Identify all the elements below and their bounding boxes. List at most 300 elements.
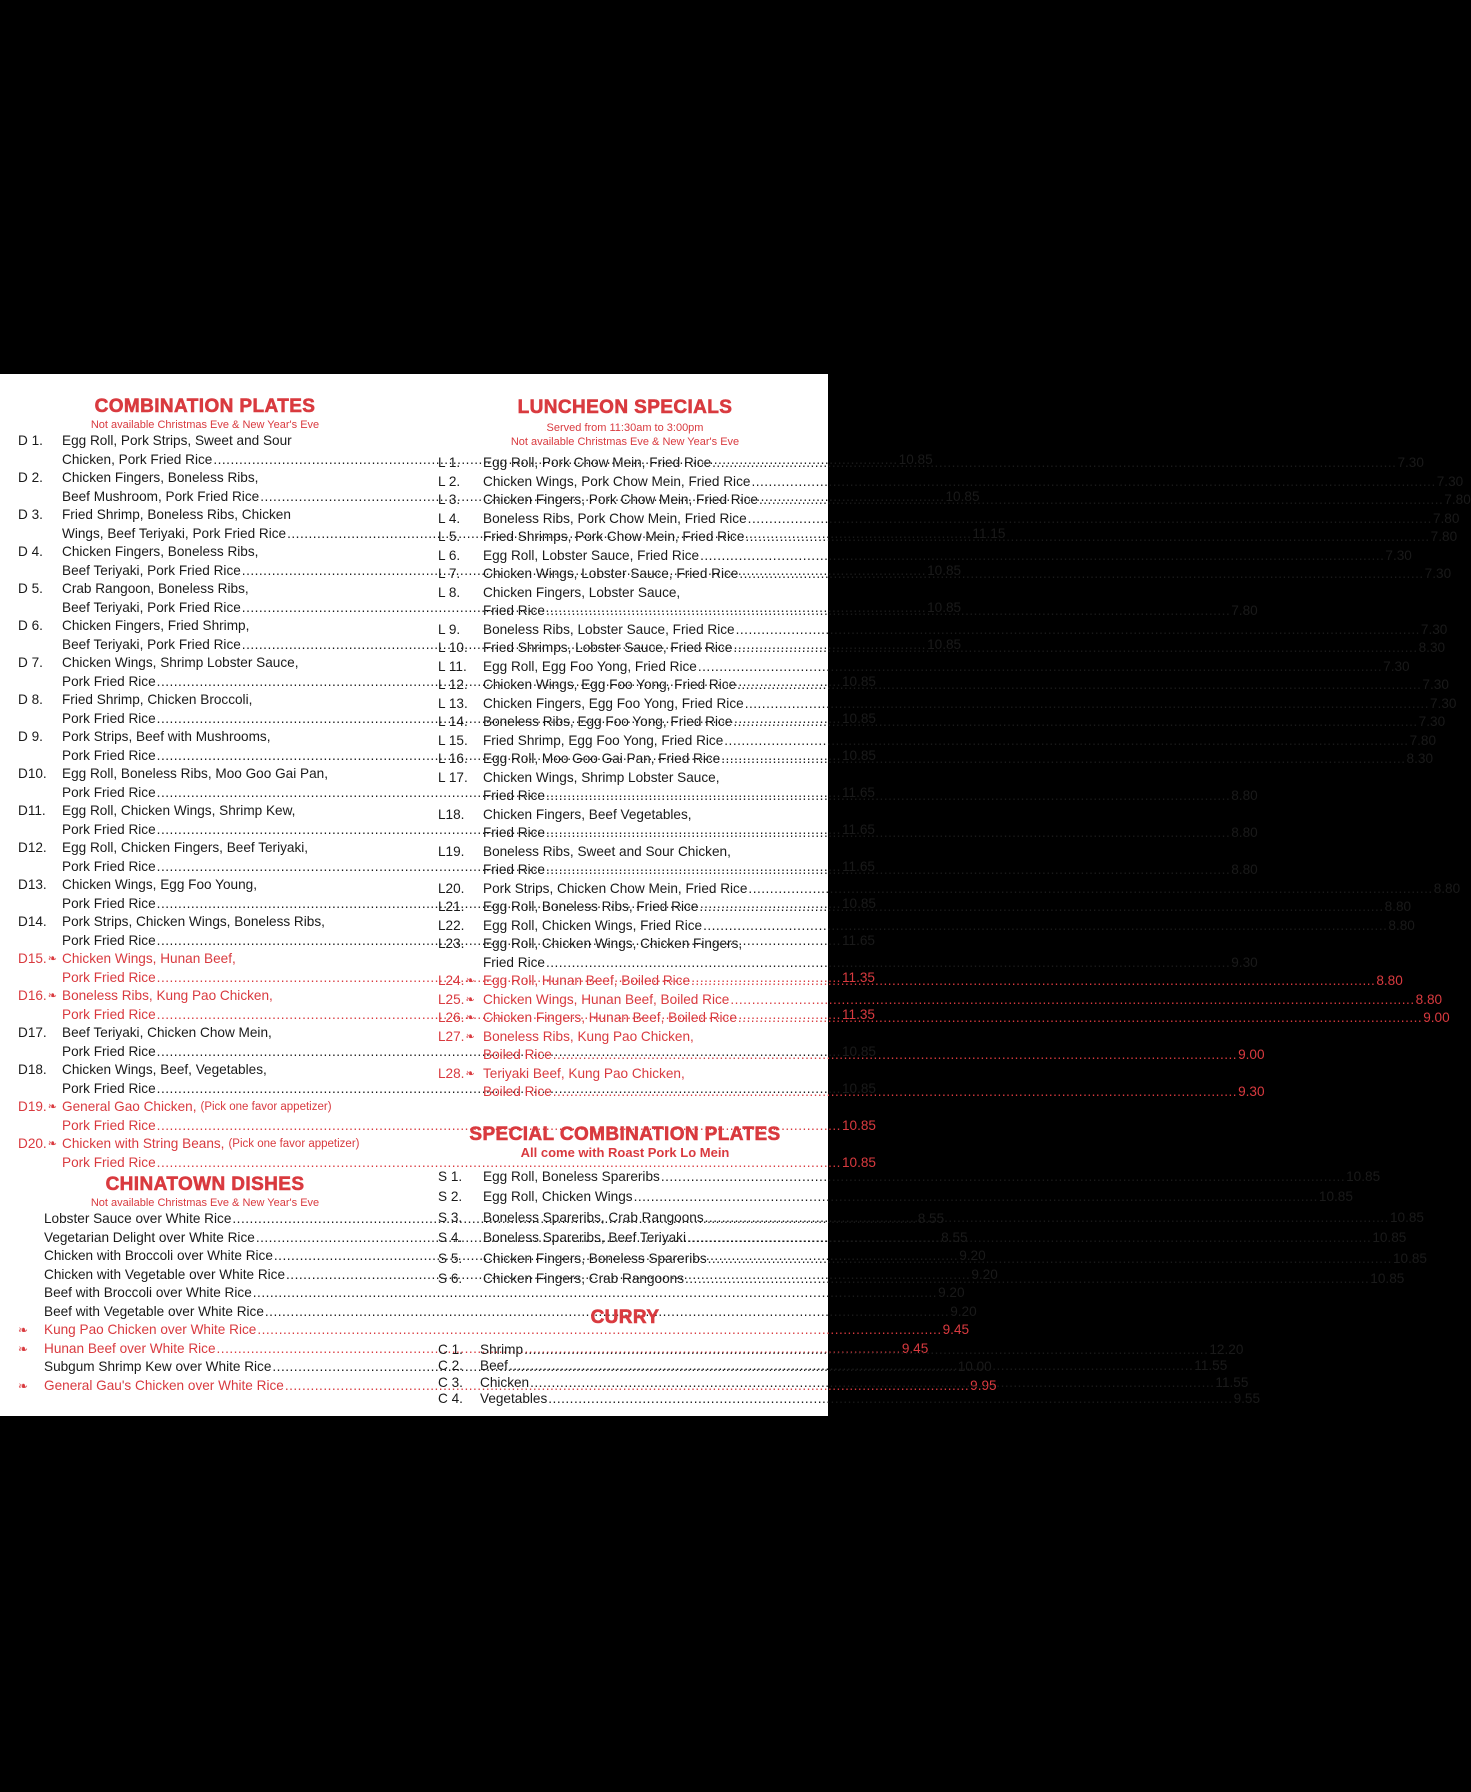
- item-text: Boiled Rice: [483, 1084, 552, 1099]
- item-price: 7.30: [1429, 695, 1457, 711]
- item-number: D14.: [18, 914, 47, 929]
- combination-title: COMBINATION PLATES: [94, 396, 316, 417]
- item-number: D16.: [18, 988, 47, 1003]
- item-code: [438, 639, 483, 658]
- item-text: Crab Rangoon, Boneless Ribs,: [62, 581, 249, 596]
- item-text: Fried Rice: [483, 862, 545, 877]
- item-number: D11.: [18, 803, 46, 818]
- item-number: D18.: [18, 1062, 47, 1077]
- item-price: 9.00: [1423, 1010, 1450, 1025]
- item-code: [438, 750, 483, 769]
- item-text: Egg Roll, Chicken Wings, Fried Rice: [483, 917, 703, 933]
- pepper-icon: ❧: [47, 1138, 57, 1150]
- item-price: 11.55: [1194, 1358, 1228, 1373]
- item-number: S 1.: [438, 1168, 463, 1184]
- item-number: L 10.: [438, 640, 468, 655]
- leader-dots: [737, 676, 1421, 695]
- item-code: [438, 732, 483, 751]
- item-number: S 2.: [438, 1189, 463, 1204]
- item-code: [438, 1188, 483, 1207]
- item-code: [438, 769, 483, 806]
- item-price: 10.85: [1346, 1168, 1381, 1184]
- item-line: [62, 580, 392, 599]
- item-text: Beef Teriyaki, Chicken Chow Mein,: [62, 1025, 272, 1040]
- item-line: [62, 802, 392, 821]
- item-number: L 9.: [438, 621, 461, 637]
- item-number: L25.: [438, 991, 465, 1007]
- item-text: Fried Shrimp, Egg Foo Yong, Fried Rice: [483, 732, 724, 748]
- item-text: Pork Fried Rice: [62, 784, 156, 800]
- item-code: [18, 432, 62, 469]
- item-price: 10.85: [1392, 1250, 1427, 1266]
- item-code: [438, 1209, 483, 1228]
- item-number: L 12.: [438, 677, 468, 692]
- item-description: [480, 1390, 1261, 1409]
- item-description: [483, 547, 1412, 566]
- item-text: Chicken Wings, Beef, Vegetables,: [62, 1062, 267, 1077]
- item-price: 8.80: [1433, 880, 1461, 896]
- item-price: 10.85: [945, 488, 980, 504]
- item-text: Fried Rice: [483, 954, 545, 970]
- chinatown-title: CHINATOWN DISHES: [105, 1174, 305, 1195]
- item-number: D 8.: [18, 692, 43, 707]
- leader-dots: [748, 880, 1432, 899]
- item-line: [62, 1061, 392, 1080]
- item-code: [438, 528, 483, 547]
- item-line: [62, 617, 392, 636]
- leader-dots: [708, 1250, 1392, 1269]
- item-price: 7.80: [1432, 510, 1460, 526]
- item-price: 10.85: [841, 673, 876, 689]
- item-text: Pork Fried Rice: [62, 821, 156, 837]
- item-text: Kung Pao Chicken over White Rice: [44, 1322, 257, 1337]
- pepper-icon: ❧: [465, 975, 475, 987]
- item-code: [438, 1168, 483, 1187]
- pepper-icon: ❧: [465, 1030, 475, 1043]
- item-text: Egg Roll, Egg Foo Yong, Fried Rice: [483, 658, 697, 674]
- item-code: [438, 972, 483, 991]
- item-line: [483, 1188, 1353, 1207]
- item-text: Egg Roll, Hunan Beef, Boiled Rice: [483, 973, 691, 988]
- item-line: [62, 821, 875, 840]
- item-text: Chicken Fingers, Fried Shrimp,: [62, 618, 250, 633]
- item-code: [438, 584, 483, 621]
- item-line: [483, 1168, 1381, 1187]
- item-text: Fried Rice: [483, 788, 545, 803]
- item-code: [18, 617, 62, 654]
- item-code: [18, 654, 62, 691]
- item-code: [438, 1065, 483, 1102]
- leader-dots: [661, 1168, 1345, 1187]
- item-line: [483, 695, 1457, 714]
- item-number: L 13.: [438, 695, 468, 711]
- item-spacer: [18, 1247, 44, 1266]
- item-text: Pork Fried Rice: [62, 932, 156, 948]
- item-text: Fried Rice: [483, 603, 545, 618]
- item-note: (Pick one favor appetizer): [228, 1138, 360, 1150]
- item-number: C 4.: [438, 1391, 463, 1406]
- item-line: [62, 728, 392, 747]
- item-price: 7.30: [1418, 714, 1446, 729]
- item-line: [483, 584, 812, 603]
- item-description: [483, 732, 1437, 751]
- item-code: [438, 510, 483, 529]
- item-code: [438, 454, 483, 473]
- menu-item: [438, 1168, 1381, 1187]
- leader-dots: [730, 991, 1414, 1010]
- item-line: [483, 658, 1410, 677]
- item-price: 9.20: [971, 1266, 998, 1282]
- item-code: [438, 473, 483, 492]
- item-text: Egg Roll, Pork Chow Mein, Fried Rice: [483, 455, 712, 470]
- item-price: 11.65: [841, 784, 875, 800]
- item-text: Chicken Wings, Pork Chow Mein, Fried Rice: [483, 473, 751, 489]
- luncheon-hours: Served from 11:30am to 3:00pm: [546, 422, 704, 434]
- leader-dots: [548, 1390, 1232, 1409]
- item-number: L 11.: [438, 658, 467, 674]
- item-text: Chicken Wings, Shrimp Lobster Sauce,: [62, 655, 299, 670]
- leader-dots: [546, 861, 1230, 880]
- item-price: 8.80: [1376, 973, 1403, 988]
- item-spacer: [18, 1303, 44, 1322]
- item-code: [438, 713, 483, 732]
- menu-item: [438, 621, 1448, 640]
- item-text: Pork Fried Rice: [62, 1117, 156, 1133]
- item-price: 10.85: [841, 1117, 876, 1133]
- item-number: L 16.: [438, 751, 468, 766]
- item-line: [483, 769, 812, 788]
- leader-dots: [546, 602, 1230, 621]
- item-description: [483, 991, 1443, 1010]
- item-code: [18, 1135, 62, 1172]
- item-text: Chicken Wings, Shrimp Lobster Sauce,: [483, 769, 720, 785]
- item-price: 10.85: [898, 451, 933, 467]
- menu-item: [438, 1188, 1353, 1207]
- item-text: Boiled Rice: [483, 1047, 552, 1062]
- item-code: [438, 898, 483, 917]
- item-line: [483, 935, 812, 954]
- item-code: [438, 1028, 483, 1065]
- item-text: Beef Teriyaki, Pork Fried Rice: [62, 636, 241, 652]
- item-price: 11.65: [841, 821, 875, 837]
- item-code: [18, 839, 62, 876]
- item-line: [62, 765, 392, 784]
- item-line: [483, 954, 1258, 973]
- item-text: Chicken with Vegetable over White Rice: [44, 1266, 286, 1282]
- item-price: 8.80: [1231, 862, 1258, 877]
- item-description: [483, 510, 1460, 529]
- item-description: [483, 658, 1410, 677]
- item-text: Chicken Wings, Egg Foo Young,: [62, 877, 257, 892]
- item-text: Egg Roll, Boneless Ribs, Moo Goo Gai Pan,: [62, 766, 328, 781]
- item-number: L 6.: [438, 547, 461, 563]
- curry-title: CURRY: [590, 1306, 660, 1328]
- item-text: Beef Teriyaki, Pork Fried Rice: [62, 562, 241, 578]
- item-text: Beef Teriyaki, Pork Fried Rice: [62, 599, 241, 615]
- item-text: Pork Fried Rice: [62, 1006, 156, 1022]
- item-text: Chicken Fingers, Egg Foo Yong, Fried Rice: [483, 695, 744, 711]
- item-text: Chicken, Pork Fried Rice: [62, 451, 213, 467]
- item-spacer: [18, 1284, 44, 1303]
- pepper-icon: ❧: [465, 993, 475, 1006]
- item-line: [483, 1065, 812, 1084]
- item-number: D13.: [18, 877, 47, 892]
- item-price: 11.55: [1215, 1374, 1249, 1390]
- leader-dots: [721, 750, 1405, 769]
- item-line: [62, 599, 962, 618]
- item-price: 11.35: [841, 1006, 875, 1022]
- item-description: [483, 1188, 1353, 1207]
- item-line: [62, 913, 392, 932]
- pepper-icon: ❧: [47, 1101, 57, 1113]
- item-text: Pork Fried Rice: [62, 1154, 156, 1170]
- item-code: [438, 695, 483, 714]
- item-code: [438, 806, 483, 843]
- leader-dots: [748, 510, 1432, 529]
- item-line: [62, 839, 392, 858]
- pepper-icon: ❧: [18, 1378, 29, 1393]
- item-number: S 3.: [438, 1209, 463, 1225]
- menu-item: [438, 547, 1412, 566]
- item-price: 10.85: [841, 895, 876, 911]
- item-number: L21.: [438, 899, 465, 914]
- item-text: Chicken Fingers, Boneless Ribs,: [62, 470, 259, 485]
- item-price: 10.85: [1370, 1271, 1405, 1286]
- special-title: SPECIAL COMBINATION PLATES: [469, 1123, 781, 1145]
- item-line: [483, 547, 1412, 566]
- pepper-icon: ❧: [47, 990, 57, 1002]
- item-text: Beef Mushroom, Pork Fried Rice: [62, 488, 260, 504]
- item-text: Beef: [480, 1358, 508, 1373]
- item-price: 8.80: [1415, 991, 1443, 1007]
- item-text: Wings, Beef Teriyaki, Pork Fried Rice: [62, 525, 287, 541]
- item-price: 10.85: [1389, 1209, 1424, 1225]
- leader-dots: [739, 565, 1423, 584]
- item-number: S 6.: [438, 1271, 463, 1286]
- chinatown-note: Not available Christmas Eve & New Year's Eve: [90, 1197, 320, 1209]
- menu-item: [438, 917, 1415, 936]
- item-number: L 15.: [438, 732, 468, 748]
- item-code: [18, 506, 62, 543]
- item-text: Chicken Wings, Lobster Sauce, Fried Rice: [483, 566, 739, 581]
- item-code: [18, 580, 62, 617]
- item-price: 11.65: [841, 858, 875, 874]
- item-number: D17.: [18, 1025, 47, 1040]
- item-price: 8.55: [917, 1211, 945, 1226]
- leader-dots: [698, 658, 1382, 677]
- leader-dots: [724, 732, 1408, 751]
- luncheon-note: Not available Christmas Eve & New Year's Eve: [510, 436, 740, 448]
- menu-item: [18, 1284, 965, 1303]
- item-line: [62, 950, 392, 969]
- item-text: Pork Strips, Beef with Mushrooms,: [62, 729, 271, 744]
- item-number: D10.: [18, 766, 47, 781]
- item-price: 9.20: [959, 1248, 986, 1263]
- item-code: [18, 913, 62, 950]
- item-spacer: [18, 1358, 44, 1377]
- item-price: 7.30: [1397, 455, 1424, 470]
- menu-item: [438, 510, 1460, 529]
- item-code: [18, 765, 62, 802]
- item-text: Pork Fried Rice: [62, 858, 156, 874]
- item-line: [62, 543, 392, 562]
- item-text: Pork Fried Rice: [62, 1080, 156, 1096]
- item-price: 8.80: [1231, 788, 1258, 803]
- item-text: Chicken Wings, Egg Foo Yong, Fried Rice: [483, 677, 737, 692]
- leader-dots: [691, 972, 1375, 991]
- item-code: [438, 621, 483, 640]
- item-text: Pork Strips, Chicken Wings, Boneless Ribs,: [62, 914, 325, 929]
- item-number: D 4.: [18, 544, 43, 559]
- item-text: Fried Rice: [483, 825, 545, 840]
- item-price: 8.80: [1388, 917, 1415, 933]
- item-price: 11.65: [841, 932, 875, 948]
- item-text: General Gau's Chicken over White Rice: [44, 1377, 284, 1393]
- item-text: Pork Fried Rice: [62, 673, 156, 689]
- leader-dots: [736, 621, 1420, 640]
- item-number: L27.: [438, 1028, 465, 1044]
- item-number: S 5.: [438, 1250, 463, 1266]
- item-line: [480, 1390, 1261, 1409]
- item-number: L26.: [438, 1010, 465, 1025]
- item-price: 10.85: [841, 747, 876, 763]
- leader-dots: [745, 695, 1429, 714]
- item-line: [62, 987, 392, 1006]
- item-number: C 2.: [438, 1358, 463, 1373]
- item-price: 11.15: [972, 525, 1006, 541]
- item-price: 10.85: [841, 1154, 876, 1170]
- item-code: [438, 1250, 483, 1269]
- item-number: L19.: [438, 843, 465, 859]
- item-price: 7.80: [1409, 732, 1437, 748]
- item-number: L24.: [438, 973, 465, 988]
- item-line: [62, 876, 392, 895]
- item-price: 7.30: [1422, 677, 1449, 692]
- item-number: D19.: [18, 1099, 47, 1114]
- item-price: 11.35: [841, 969, 875, 985]
- item-price: 10.85: [841, 1043, 876, 1059]
- item-description: [483, 473, 1464, 492]
- item-text: Chicken with Broccoli over White Rice: [44, 1248, 273, 1263]
- item-price: 7.30: [1436, 473, 1464, 489]
- item-text: Egg Roll, Boneless Ribs, Fried Rice: [483, 899, 699, 914]
- item-price: 8.30: [1406, 751, 1434, 766]
- item-line: [62, 1024, 392, 1043]
- item-price: 7.30: [1385, 547, 1412, 563]
- menu-item: [18, 1321, 970, 1340]
- leader-dots: [745, 528, 1429, 547]
- item-text: Fried Shrimp, Chicken Broccoli,: [62, 692, 253, 707]
- item-description: [483, 1168, 1381, 1187]
- item-number: L20.: [438, 880, 465, 896]
- item-code: [438, 1390, 480, 1409]
- item-line: [483, 1028, 812, 1047]
- item-line: [62, 1098, 392, 1117]
- item-price: 9.00: [1238, 1047, 1265, 1062]
- item-text: Vegetables: [480, 1391, 548, 1406]
- item-line: [483, 473, 1464, 492]
- item-text: Pork Fried Rice: [62, 895, 156, 911]
- menu-item: [438, 473, 1464, 492]
- item-code: [438, 935, 483, 972]
- menu-item: [438, 880, 1461, 899]
- item-price: 10.85: [841, 710, 876, 726]
- item-line: [62, 432, 392, 451]
- item-text: Egg Roll, Lobster Sauce, Fried Rice: [483, 547, 700, 563]
- item-number: L 3.: [438, 492, 461, 507]
- leader-dots: [751, 473, 1435, 492]
- item-code: [438, 547, 483, 566]
- item-text: Pork Fried Rice: [62, 710, 156, 726]
- item-description: [483, 695, 1457, 714]
- item-number: C 3.: [438, 1374, 463, 1390]
- item-number: D 7.: [18, 655, 43, 670]
- leader-dots: [699, 898, 1383, 917]
- item-number: D 5.: [18, 581, 43, 596]
- item-number: L 4.: [438, 510, 461, 526]
- item-price: 9.20: [938, 1285, 965, 1300]
- item-number: L 1.: [438, 455, 461, 470]
- item-code: [18, 728, 62, 765]
- item-number: S 4.: [438, 1230, 463, 1245]
- item-text: Vegetarian Delight over White Rice: [44, 1229, 255, 1245]
- item-number: D 3.: [18, 507, 43, 522]
- pepper-icon: ❧: [18, 1341, 29, 1356]
- item-number: L 17.: [438, 769, 468, 785]
- item-price: 10.85: [927, 636, 962, 652]
- pepper-icon: ❧: [465, 1012, 475, 1024]
- item-text: Chicken Fingers, Boneless Ribs,: [62, 544, 259, 559]
- combination-note: Not available Christmas Eve & New Year's Eve: [90, 419, 320, 431]
- item-code: [18, 691, 62, 728]
- item-price: 8.80: [1231, 825, 1258, 840]
- leader-dots: [546, 954, 1230, 973]
- item-code: [18, 987, 62, 1024]
- leader-dots: [738, 1009, 1422, 1028]
- leader-dots: [687, 1229, 1371, 1248]
- item-price: 7.80: [1444, 492, 1471, 507]
- item-text: Pork Fried Rice: [62, 747, 156, 763]
- item-description: [483, 917, 1415, 936]
- item-code: [438, 1009, 483, 1028]
- item-price: 9.95: [970, 1377, 997, 1393]
- item-number: D 9.: [18, 729, 43, 744]
- item-number: L 7.: [438, 566, 461, 581]
- leader-dots: [712, 454, 1396, 473]
- item-code: [438, 917, 483, 936]
- item-text: Egg Roll, Chicken Wings: [483, 1189, 633, 1204]
- menu-item: [438, 991, 1443, 1010]
- item-price: 9.45: [901, 1340, 929, 1356]
- menu-item: [438, 695, 1457, 714]
- item-price: 9.30: [1231, 954, 1258, 970]
- pepper-icon: ❧: [18, 1323, 29, 1337]
- item-line: [483, 880, 1461, 899]
- item-price: 7.30: [1424, 566, 1452, 581]
- item-number: C 1.: [438, 1341, 463, 1357]
- item-line: [62, 784, 875, 803]
- item-text: Egg Roll, Chicken Wings, Shrimp Kew,: [62, 803, 296, 818]
- item-text: Chicken Fingers, Crab Rangoons: [483, 1271, 684, 1286]
- luncheon-title: LUNCHEON SPECIALS: [517, 397, 733, 418]
- item-text: Pork Strips, Chicken Chow Mein, Fried Rice: [483, 880, 748, 896]
- item-number: D15.: [18, 951, 47, 966]
- item-text: Shrimp: [480, 1341, 524, 1357]
- item-price: 10.85: [841, 1080, 876, 1096]
- item-number: L22.: [438, 917, 465, 933]
- item-code: [438, 1270, 483, 1289]
- item-number: L18.: [438, 806, 465, 822]
